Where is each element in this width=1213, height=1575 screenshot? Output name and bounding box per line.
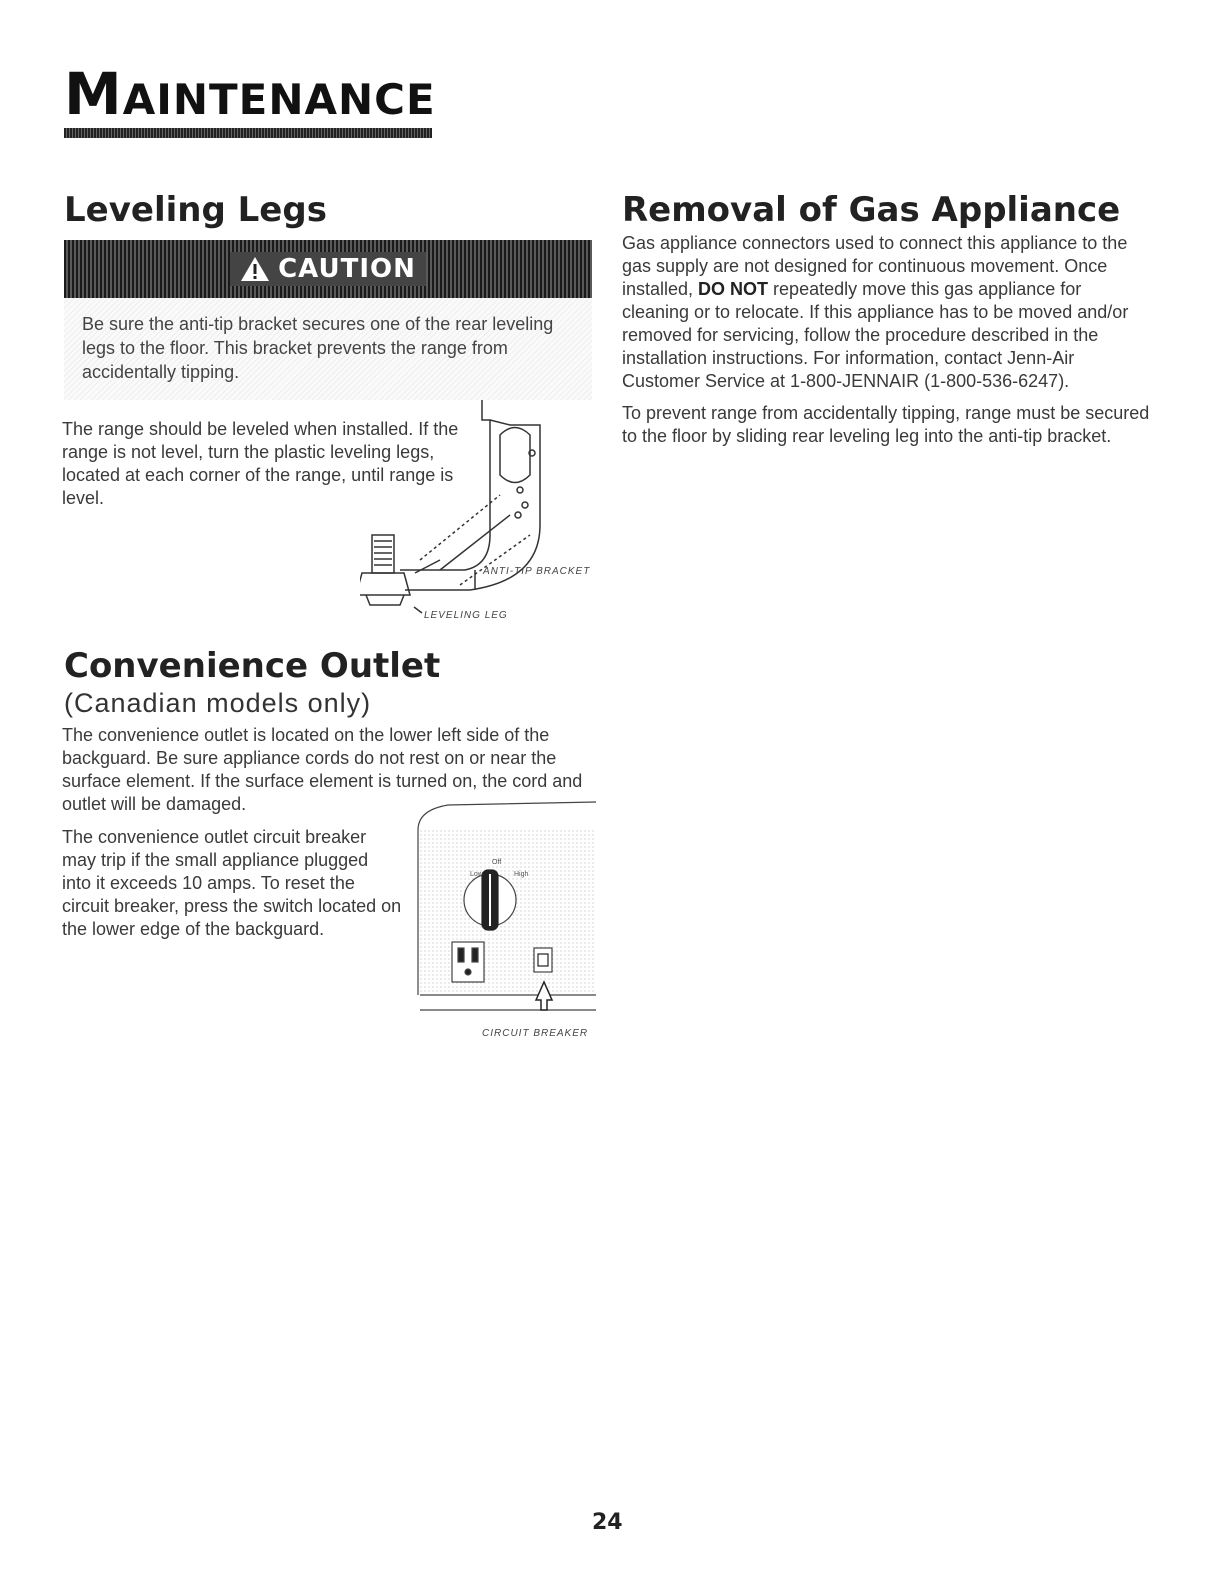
removal-gas-paragraph1-after: repeatedly move this gas appliance for cleaning or to relocate. If this appliance has to be moved and/or removed for servicing, follow the procedure described in the installation instructions. For information, contact Jenn-Air Customer Service at 1-800-JENNAIR (1-800-536-6247). [622,279,1129,391]
page-title [64,60,436,128]
caution-label-wrap [230,252,426,286]
backguard-figure [408,790,600,1020]
caution-body [64,298,592,400]
knob-off-label: Off [492,859,502,866]
removal-gas-paragraph1-before: Gas appliance connectors used to connect this appliance to the gas supply are not designed for continuous movement. Once installed, [622,233,1128,299]
removal-gas-heading: Removal of Gas Appliance [622,190,1121,230]
caution-box [64,240,592,400]
removal-gas-do-not: DO NOT [698,279,769,299]
caution-label: CAUTION [278,254,416,284]
caution-text: Be sure the anti-tip bracket secures one of the rear leveling legs to the floor. This bracket prevents the range from accidentally tipping. [82,314,554,382]
page-title-initial: M [64,60,123,128]
page-title-rest: AINTENANCE [122,75,436,124]
leveling-legs-heading: Leveling Legs [64,190,327,230]
convenience-outlet-subheading: (Canadian models only) [64,688,372,718]
page-number: 24 [592,1510,623,1535]
removal-gas-paragraph2: To prevent range from accidentally tipping, range must be secured to the floor by sliding rear leveling leg into the anti-tip bracket. [622,403,1150,446]
title-rule [64,128,432,138]
convenience-outlet-paragraph2: The convenience outlet circuit breaker may trip if the small appliance plugged into it exceeds 10 amps. To reset the circuit breaker, press the switch located on the lower edge of the backguard. [62,827,402,939]
caution-bar [64,240,592,298]
convenience-outlet-paragraph1: The convenience outlet is located on the lower left side of the backguard. Be sure appliance cords do not rest on or near the surface element. If the surface element is turned on, the cord and outlet will be damaged. [62,725,583,814]
leveling-legs-body: The range should be leveled when installed. If the range is not level, turn the plastic leveling legs, located at each corner of the range, until range is level. [62,419,459,508]
removal-gas-paragraph1 [622,232,1152,393]
circuit-breaker-caption: CIRCUIT BREAKER [482,1028,589,1039]
warning-triangle-icon [240,256,270,282]
convenience-outlet-heading: Convenience Outlet [64,646,441,686]
leveling-leg-caption: LEVELING LEG [424,610,508,621]
knob-high-label: High [514,871,529,878]
anti-tip-bracket-caption: ANTI-TIP BRACKET [483,566,591,577]
anti-tip-bracket-figure [360,395,600,625]
knob-low-label: Low [470,871,483,878]
